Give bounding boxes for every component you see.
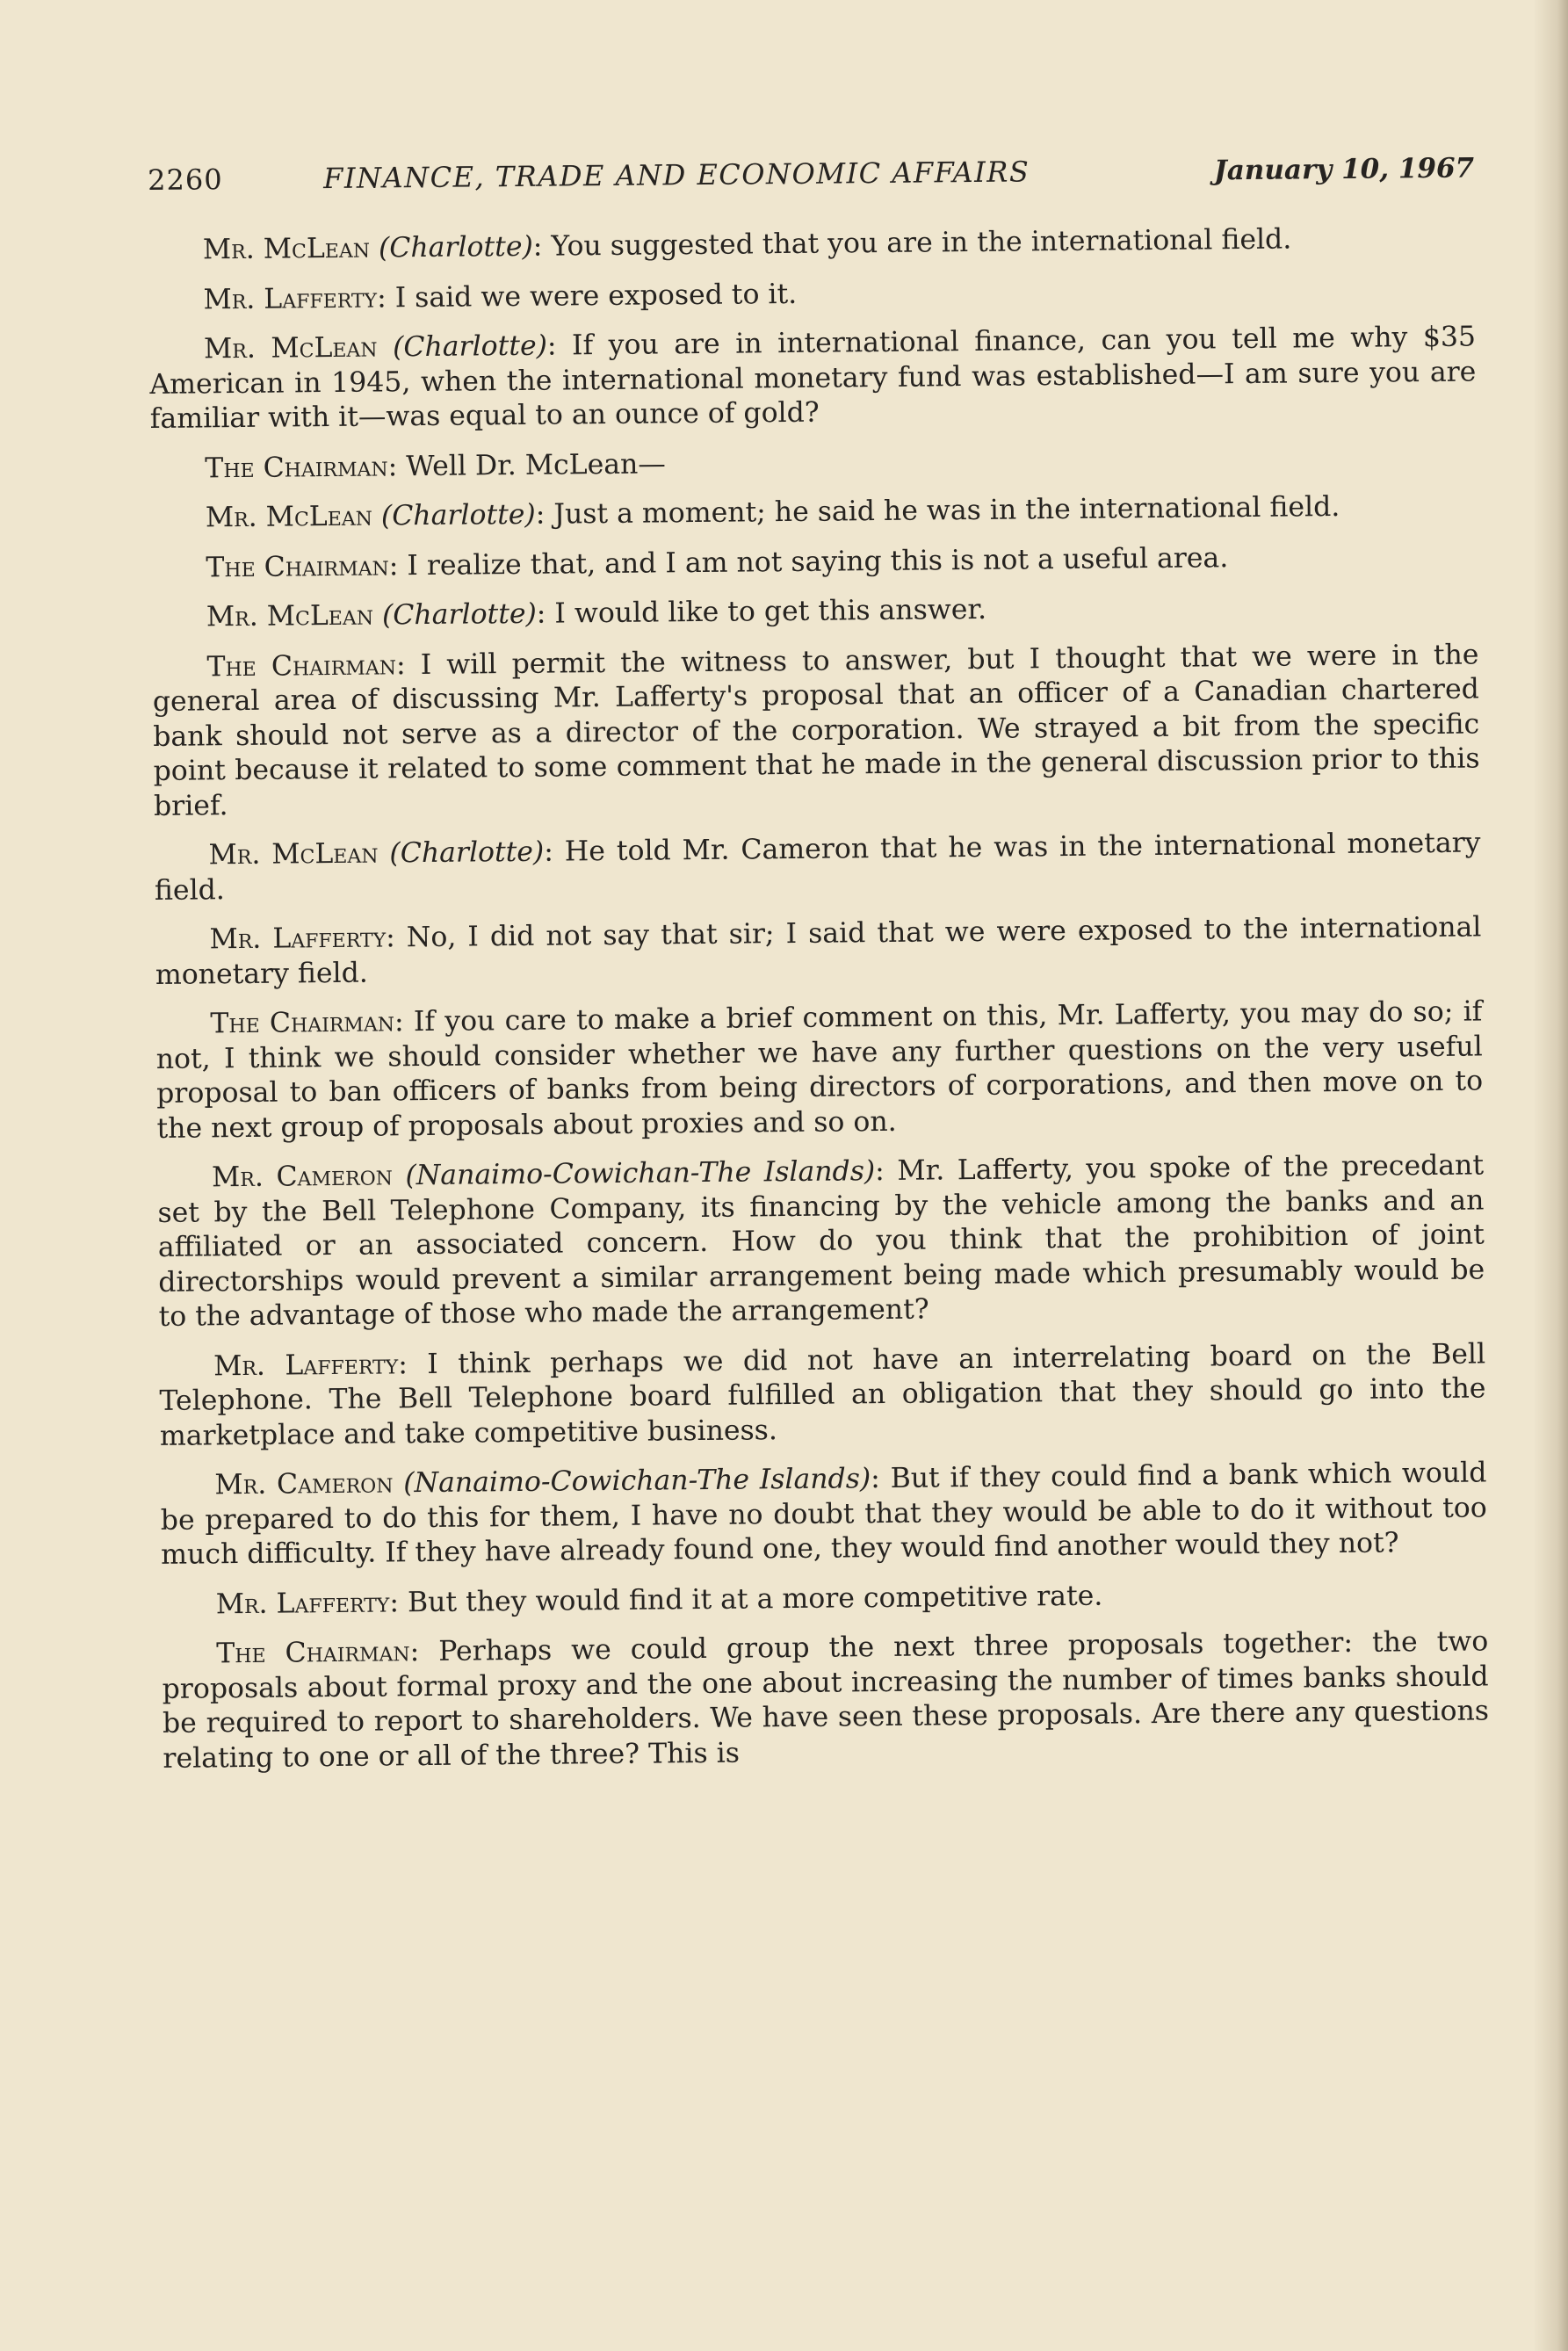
header-date: January 10, 1967 [1213, 152, 1475, 187]
paragraph-text: : If you are in international finance, can you tell me why $35 American in 1945, when the international monetary fund was established—I am sure you are familiar with it—was equal to an ounce of gold? [149, 321, 1477, 435]
page-edge-shadow [1533, 0, 1568, 2351]
speaker-name: Mr. Lafferty [213, 1348, 399, 1382]
speaker-name: The Chairman [216, 1636, 410, 1670]
transcript-paragraph [148, 221, 1475, 269]
speaker-constituency: (Nanaimo-Cowichan-The Islands) [403, 1463, 871, 1500]
transcript-paragraph [157, 1148, 1485, 1335]
paragraph-text: : He told Mr. Cameron that he was in the international monetary field. [154, 827, 1481, 907]
speaker-name: Mr. McLean [205, 500, 373, 534]
transcript-paragraph [151, 539, 1478, 586]
paragraph-text: : Mr. Lafferty, you spoke of the precedant set by the Bell Telephone Company, its financing by the vehicle among the banks and an affiliated or an associated concern. How do you think that the prohibition of joint directorships would prevent a similar arrangement being made which presumably would be to the advantage of those who made the arrangement? [157, 1149, 1485, 1333]
speaker-constituency: (Charlotte) [392, 329, 548, 364]
speaker-name: Mr. McLean [206, 599, 374, 633]
paragraph-text: : I think perhaps we did not have an interrelating board on the Bell Telephone. The Bell Telephone board fulfilled an obligation that they should go into the marketplace and take competitive business. [159, 1337, 1486, 1452]
speaker-name: Mr. Lafferty [209, 922, 387, 956]
speaker-name: The Chairman [210, 1006, 395, 1040]
speaker-name: Mr. McLean [203, 331, 378, 365]
speaker-name: The Chairman [205, 450, 388, 484]
document-page [148, 151, 1494, 2307]
speaker-name: Mr. Lafferty [215, 1586, 390, 1620]
transcript-paragraph [162, 1624, 1489, 1776]
paragraph-text: : I will permit the witness to answer, but I thought that we were in the general area of discussing Mr. Lafferty's proposal that an officer of a Canadian chartered bank should not serve as a director of the corporation. We strayed a bit from the specific point because it related to some comment that he made in the general discussion prior to this brief. [152, 638, 1480, 822]
speaker-name: The Chairman [206, 648, 397, 683]
transcript-paragraph [159, 1337, 1486, 1454]
transcript-paragraph [148, 271, 1475, 318]
speaker-name: The Chairman [206, 549, 389, 583]
transcript-paragraph [155, 995, 1483, 1146]
transcript-paragraph [162, 1575, 1488, 1623]
page-header [148, 151, 1474, 197]
transcript-paragraph [160, 1456, 1487, 1573]
paragraph-text: : I said we were exposed to it. [376, 278, 798, 314]
speaker-constituency: (Charlotte) [378, 230, 533, 264]
paragraph-text: : If you care to make a brief comment on this, Mr. Lafferty, you may do so; if not, I think we should consider whether we have any further questions on the very useful proposal to ban officers of banks from being directors of corporations, and then move on to the next group of proposals about proxies and so on. [155, 995, 1484, 1145]
paragraph-text: : But they would find it at a more competitive rate. [389, 1580, 1103, 1618]
paragraph-text: : Just a moment; he said he was in the international field. [535, 490, 1340, 531]
speaker-name: Mr. McLean [208, 837, 379, 872]
transcript-paragraph [151, 488, 1478, 536]
page-number: 2260 [148, 163, 223, 197]
paragraph-text: : I realize that, and I am not saying this is not a useful area. [388, 541, 1229, 582]
speaker-constituency: (Nanaimo-Cowichan-The Islands) [405, 1155, 876, 1192]
paragraph-text: : But if they could find a bank which would be prepared to do this for them, I have no doubt that they would be able to do it without too much difficulty. If they have already found one, they would find another would they not? [160, 1457, 1487, 1571]
paragraph-text: : Perhaps we could group the next three proposals together: the two proposals about formal proxy and the one about increasing the number of times banks should be required to report to shareholders. We have seen these proposals. Are there any questions relating to one or all of the three? This is [162, 1625, 1490, 1775]
speaker-name: Mr. McLean [202, 232, 371, 266]
transcript-paragraph [152, 588, 1478, 635]
paragraph-text: : Well Dr. McLean— [387, 447, 666, 482]
paragraph-text: : You suggested that you are in the international field. [532, 223, 1292, 263]
transcript-body [148, 221, 1490, 1776]
transcript-paragraph [150, 439, 1477, 487]
transcript-paragraph [149, 320, 1477, 437]
speaker-constituency: (Charlotte) [381, 597, 537, 632]
speaker-constituency: (Charlotte) [380, 498, 536, 532]
paragraph-text: : No, I did not say that sir; I said that we were exposed to the international monetary field. [155, 911, 1482, 991]
speaker-constituency: (Charlotte) [389, 836, 545, 870]
speaker-name: Mr. Cameron [214, 1467, 394, 1501]
paragraph-text: : I would like to get this answer. [536, 593, 987, 630]
speaker-name: Mr. Lafferty [203, 282, 378, 315]
transcript-paragraph [155, 910, 1482, 992]
running-title: FINANCE, TRADE AND ECONOMIC AFFAIRS [322, 155, 1030, 196]
transcript-paragraph [154, 826, 1481, 908]
speaker-name: Mr. Cameron [211, 1160, 394, 1194]
transcript-paragraph [152, 638, 1480, 824]
